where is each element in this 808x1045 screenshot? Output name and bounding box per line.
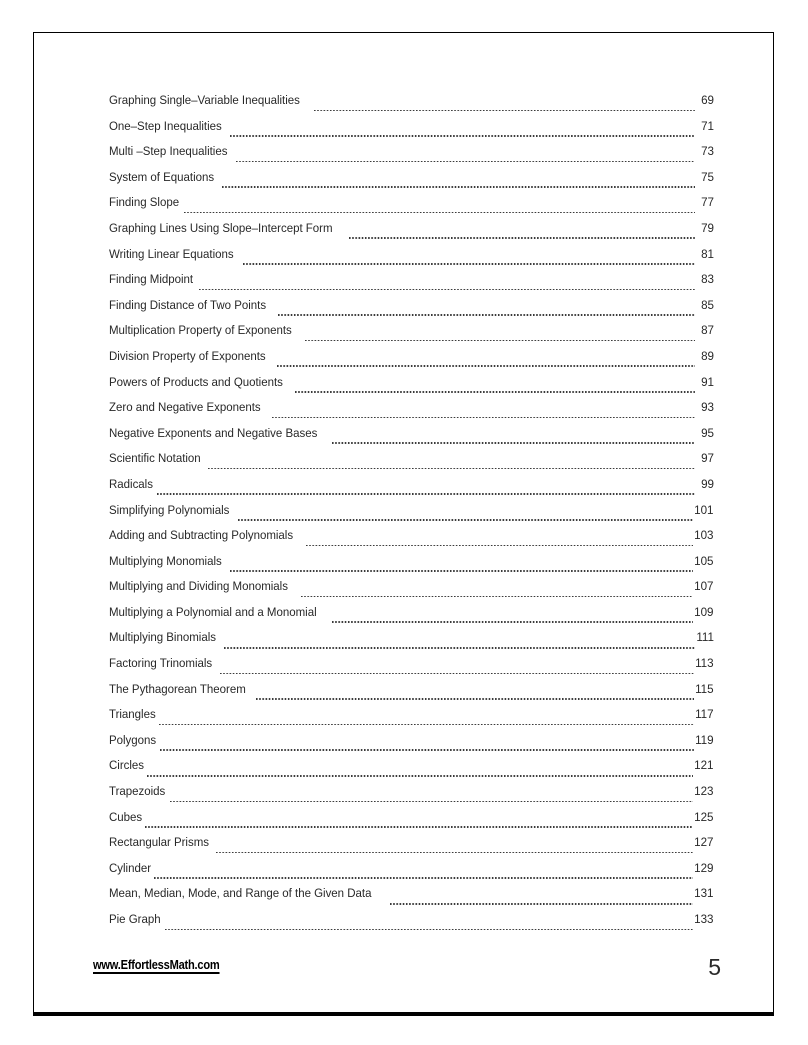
toc-entry-page-number: 117 <box>695 707 714 722</box>
toc-entry-page-number: 69 <box>701 93 714 107</box>
toc-dot-leader <box>147 767 693 779</box>
toc-entry-title: Mean, Median, Mode, and Range of the Given Data <box>109 886 372 901</box>
toc-entry-title: Division Property of Exponents <box>109 348 266 363</box>
toc-dot-leader <box>220 665 694 677</box>
toc-entry-title: Circles <box>109 758 145 773</box>
toc-entry-page-number: 101 <box>694 502 714 517</box>
toc-dot-leader <box>184 204 694 216</box>
toc-dot-leader <box>272 409 695 421</box>
toc-entry-page-number: 103 <box>694 528 714 543</box>
toc-dot-leader <box>199 281 694 293</box>
toc-entry-title: Multiplying and Dividing Monomials <box>109 579 288 594</box>
page-number: 5 <box>708 954 721 980</box>
toc-entry[interactable] <box>109 830 714 856</box>
toc-entry[interactable] <box>109 446 714 472</box>
toc-entry[interactable] <box>109 625 714 651</box>
toc-dot-leader <box>301 588 693 600</box>
toc-entry-title: Finding Slope <box>109 195 180 210</box>
toc-entry-page-number: 71 <box>701 118 714 133</box>
toc-dot-leader <box>157 486 695 498</box>
toc-entry-title: Trapezoids <box>109 784 166 799</box>
toc-entry-page-number: 131 <box>694 886 714 901</box>
toc-entry-page-number: 129 <box>694 860 714 875</box>
toc-entry-page-number: 73 <box>701 144 714 159</box>
toc-entry[interactable] <box>109 600 714 626</box>
toc-entry[interactable] <box>109 344 714 370</box>
toc-entry-title: Multi –Step Inequalities <box>109 144 228 159</box>
toc-entry-page-number: 85 <box>701 297 714 312</box>
toc-entry[interactable] <box>109 856 714 882</box>
toc-entry[interactable] <box>109 498 714 524</box>
toc-entry[interactable] <box>109 779 714 805</box>
toc-entry-title: Writing Linear Equations <box>109 246 234 261</box>
toc-entry-page-number: 81 <box>701 246 714 261</box>
toc-dot-leader <box>332 434 694 446</box>
toc-entry-title: Graphing Single–Variable Inequalities <box>109 93 300 107</box>
toc-entry-page-number: 133 <box>694 912 714 926</box>
toc-entry-title: Factoring Trinomials <box>109 656 213 671</box>
toc-entry-title: Simplifying Polynomials <box>109 502 230 517</box>
toc-entry[interactable] <box>109 472 714 498</box>
toc-dot-leader <box>243 255 695 267</box>
toc-entry-page-number: 111 <box>696 630 714 645</box>
toc-entry[interactable] <box>109 574 714 600</box>
toc-entry-page-number: 115 <box>695 681 714 696</box>
toc-entry[interactable] <box>109 165 714 191</box>
toc-entry-page-number: 127 <box>694 835 714 850</box>
toc-entry-title: Cubes <box>109 809 143 824</box>
toc-entry[interactable] <box>109 190 714 216</box>
toc-entry[interactable] <box>109 702 714 728</box>
toc-entry[interactable] <box>109 395 714 421</box>
toc-entry-page-number: 93 <box>701 400 714 415</box>
toc-entry-page-number: 109 <box>694 604 714 619</box>
toc-entry-page-number: 95 <box>701 425 714 440</box>
toc-entry[interactable] <box>109 907 714 933</box>
toc-entry-page-number: 77 <box>701 195 714 210</box>
toc-entry-title: Triangles <box>109 707 156 722</box>
toc-entry-title: Radicals <box>109 476 153 491</box>
toc-entry[interactable] <box>109 267 714 293</box>
toc-entry[interactable] <box>109 805 714 831</box>
toc-dot-leader <box>154 869 693 881</box>
toc-entry-title: System of Equations <box>109 169 215 184</box>
toc-dot-leader <box>236 153 694 165</box>
toc-entry-title: Multiplying a Polynomial and a Monomial <box>109 604 317 619</box>
toc-entry-page-number: 89 <box>701 348 714 363</box>
toc-dot-leader <box>170 793 693 805</box>
toc-dot-leader <box>306 537 693 549</box>
toc-dot-leader <box>216 844 693 856</box>
toc-entry-page-number: 113 <box>695 656 714 671</box>
toc-entry-page-number: 79 <box>701 220 714 235</box>
toc-entry-page-number: 91 <box>701 374 714 389</box>
toc-dot-leader <box>208 460 695 472</box>
toc-dot-leader <box>278 306 695 318</box>
toc-entry[interactable] <box>109 651 714 677</box>
toc-entry-title: Multiplication Property of Exponents <box>109 323 292 338</box>
toc-entry[interactable] <box>109 242 714 268</box>
toc-entry[interactable] <box>109 881 714 907</box>
toc-entry-title: Finding Midpoint <box>109 272 194 287</box>
toc-entry-page-number: 87 <box>701 323 714 338</box>
toc-entry-title: Finding Distance of Two Points <box>109 297 267 312</box>
toc-dot-leader <box>230 562 693 574</box>
toc-entry[interactable] <box>109 293 714 319</box>
toc-entry[interactable] <box>109 523 714 549</box>
toc-entry-page-number: 99 <box>701 476 714 491</box>
toc-entry[interactable] <box>109 421 714 447</box>
toc-entry-title: Scientific Notation <box>109 451 201 466</box>
toc-entry-title: Graphing Lines Using Slope–Intercept Form <box>109 220 333 235</box>
toc-dot-leader <box>256 690 694 702</box>
toc-dot-leader <box>332 613 693 625</box>
toc-entry-title: Multiplying Monomials <box>109 553 222 568</box>
toc-dot-leader <box>222 178 695 190</box>
toc-entry[interactable] <box>109 549 714 575</box>
toc-dot-leader <box>277 358 694 370</box>
toc-dot-leader <box>160 741 694 753</box>
toc-dot-leader <box>305 332 695 344</box>
toc-entry-page-number: 121 <box>694 758 714 773</box>
toc-entry[interactable] <box>109 753 714 779</box>
toc-dot-leader <box>390 895 693 907</box>
toc-entry-page-number: 83 <box>701 272 714 287</box>
site-url-link[interactable]: www.EffortlessMath.com <box>93 958 220 972</box>
toc-entry-page-number: 97 <box>701 451 714 466</box>
toc-entry-title: Rectangular Prisms <box>109 835 209 850</box>
toc-dot-leader <box>230 127 694 139</box>
toc-entry-title: Negative Exponents and Negative Bases <box>109 425 318 440</box>
toc-dot-leader <box>314 102 695 114</box>
toc-entry[interactable] <box>109 370 714 396</box>
toc-entry-page-number: 119 <box>695 732 714 747</box>
toc-entry-title: The Pythagorean Theorem <box>109 681 246 696</box>
toc-dot-leader <box>224 639 695 651</box>
toc-dot-leader <box>295 383 694 395</box>
toc-entry-title: Cylinder <box>109 860 152 875</box>
toc-dot-leader <box>145 818 693 830</box>
toc-entry[interactable] <box>109 677 714 703</box>
toc-entry[interactable] <box>109 114 714 140</box>
toc-entry-page-number: 123 <box>694 784 714 799</box>
toc-entry[interactable] <box>109 216 714 242</box>
page-sheet <box>33 32 774 1013</box>
toc-entry-title: Polygons <box>109 732 157 747</box>
toc-entry[interactable] <box>109 88 714 114</box>
toc-dot-leader <box>238 511 693 523</box>
toc-entry-page-number: 125 <box>694 809 714 824</box>
toc-entry[interactable] <box>109 139 714 165</box>
page-footer <box>93 954 741 1002</box>
toc-entry-page-number: 75 <box>701 169 714 184</box>
toc-entry-title: Powers of Products and Quotients <box>109 374 283 389</box>
toc-entry-title: Multiplying Binomials <box>109 630 216 645</box>
toc-entry-title: One–Step Inequalities <box>109 118 222 133</box>
toc-entry[interactable] <box>109 318 714 344</box>
toc-dot-leader <box>165 921 693 933</box>
toc-entry[interactable] <box>109 728 714 754</box>
toc-entry-title: Adding and Subtracting Polynomials <box>109 528 294 543</box>
toc-dot-leader <box>159 716 693 728</box>
toc-entry-title: Pie Graph <box>109 912 161 926</box>
table-of-contents-list <box>109 88 714 933</box>
toc-entry-page-number: 107 <box>694 579 714 594</box>
toc-entry-title: Zero and Negative Exponents <box>109 400 261 415</box>
toc-dot-leader <box>349 230 695 242</box>
toc-entry-page-number: 105 <box>694 553 714 568</box>
